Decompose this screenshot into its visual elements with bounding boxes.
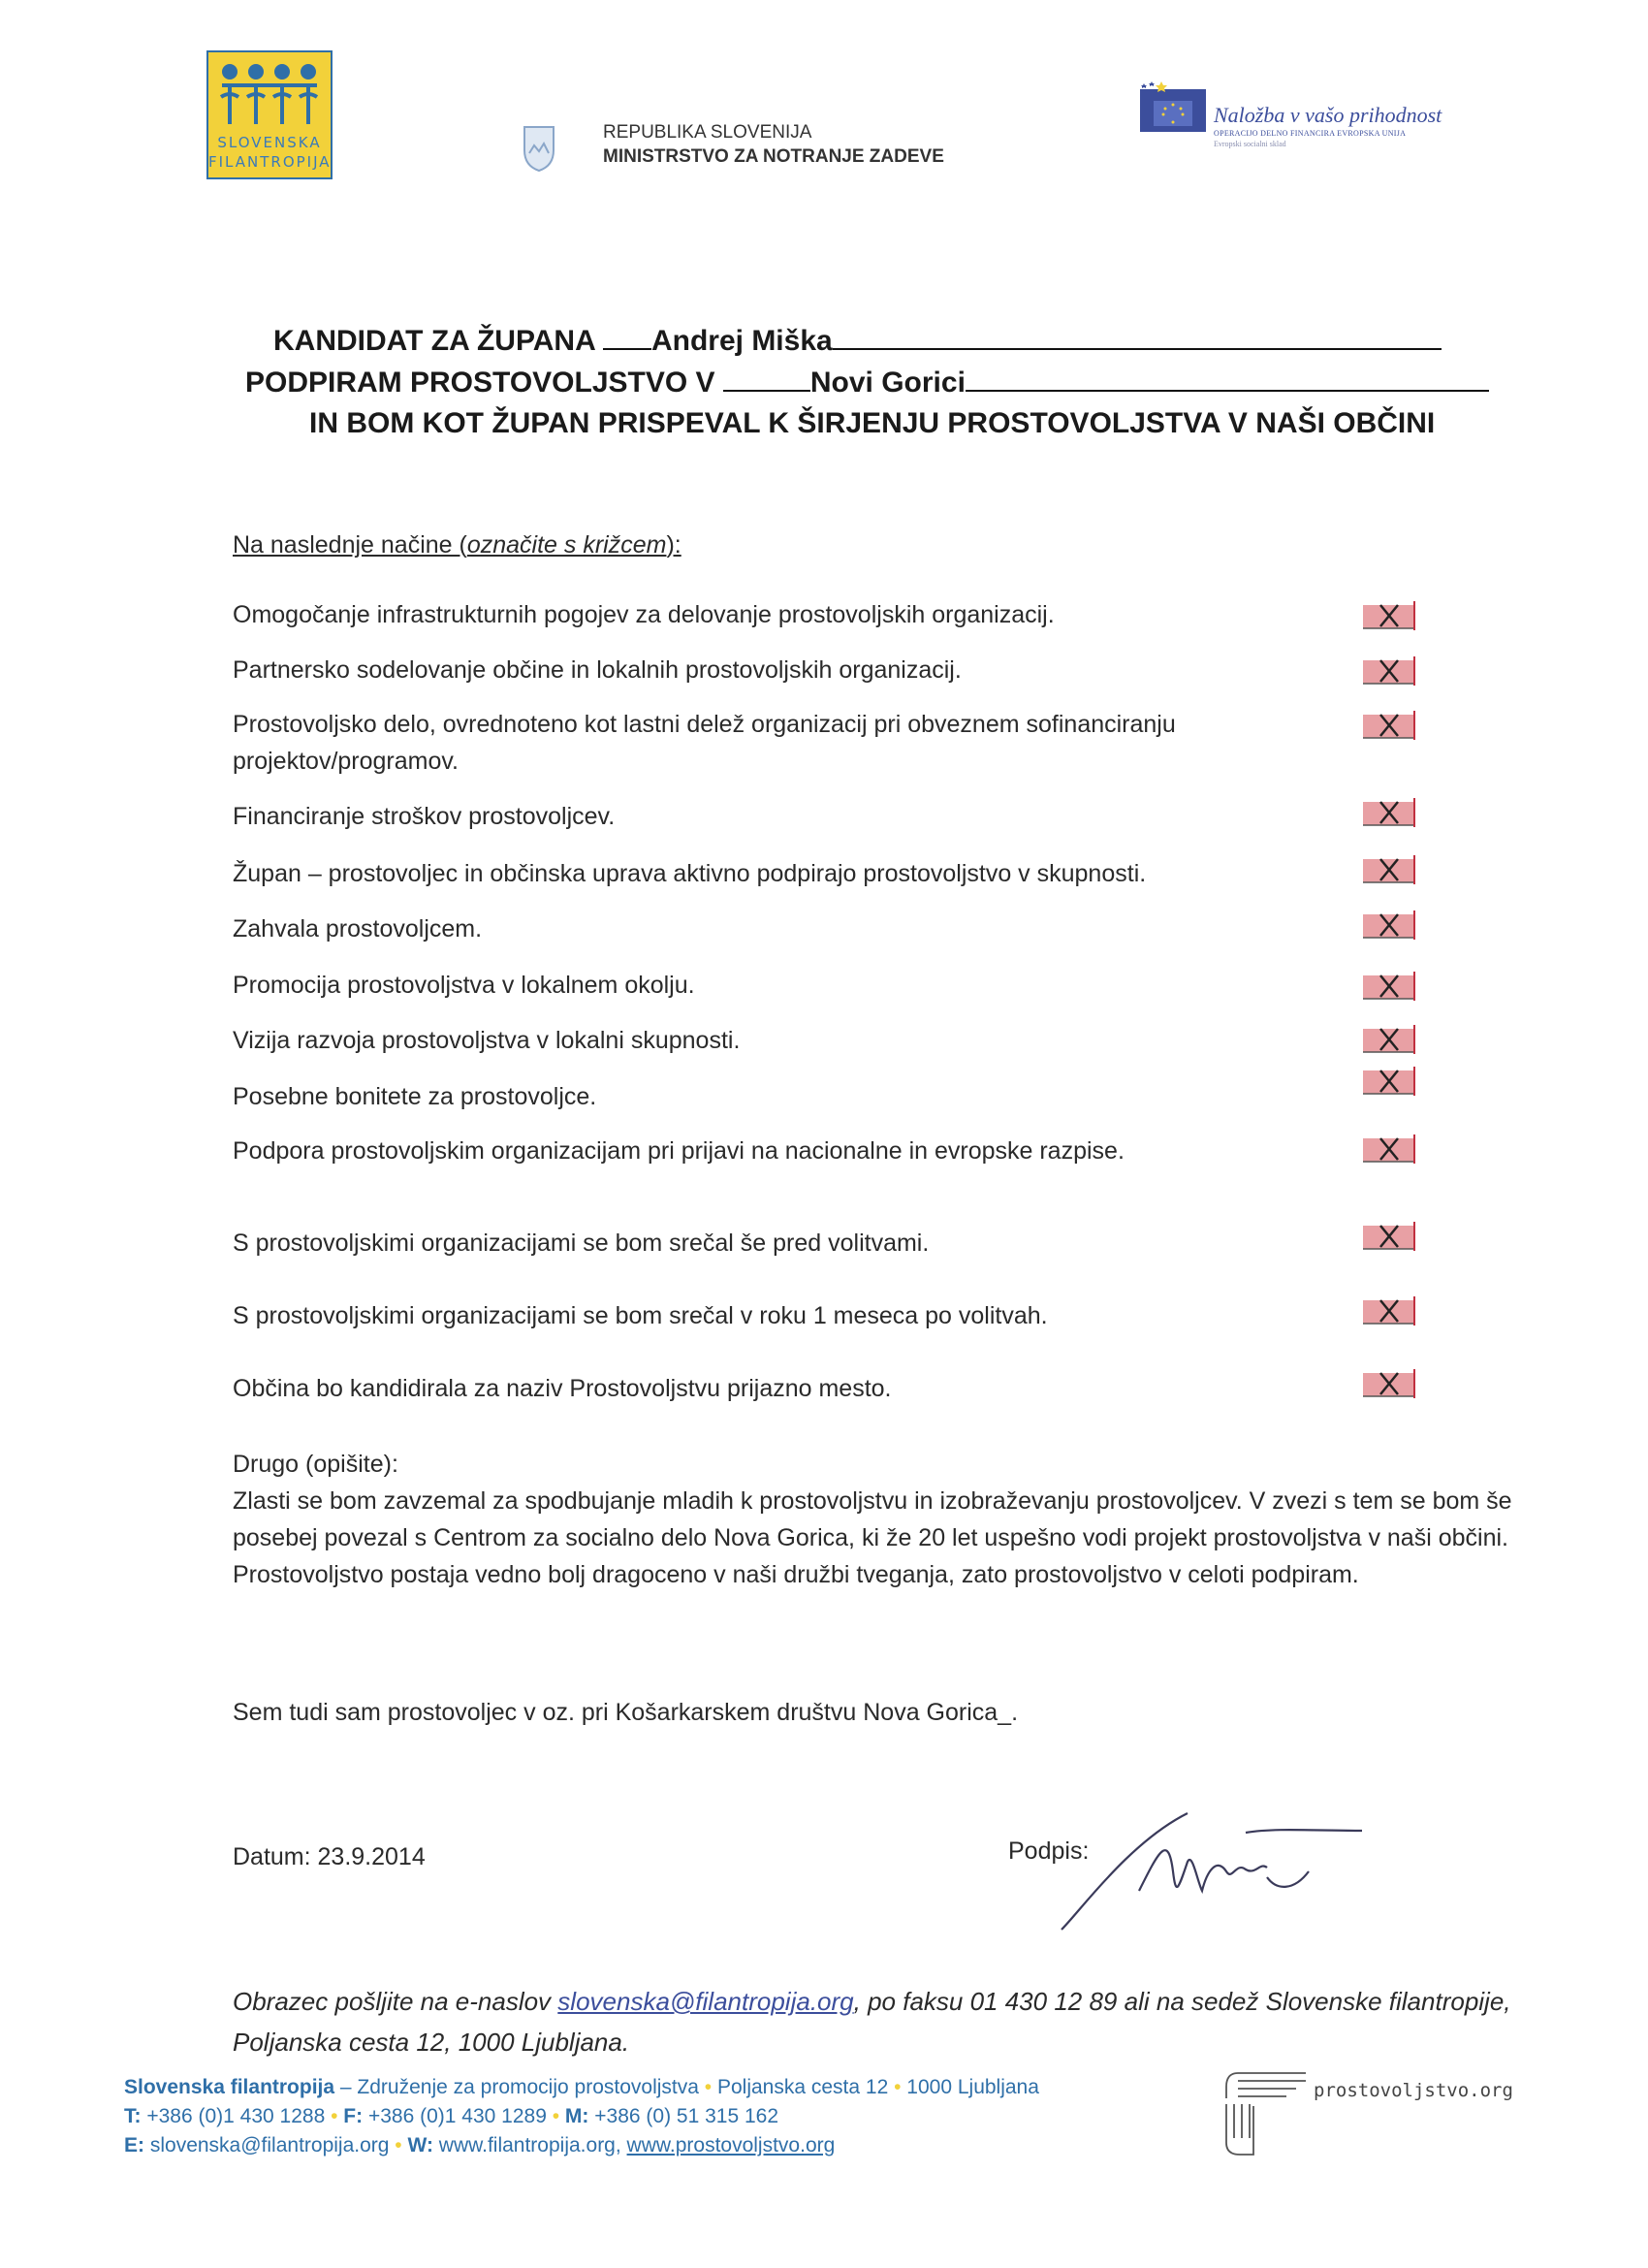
option-text: Partnersko sodelovanje občine in lokalnih prostovoljskih organizacij.: [233, 656, 962, 684]
web-link-2[interactable]: www.prostovoljstvo.org: [626, 2134, 836, 2156]
web-link-1[interactable]: www.filantropija.org,: [438, 2134, 621, 2156]
title-line-2: [245, 365, 1489, 399]
option-text: Zahvala prostovoljcem.: [233, 915, 483, 942]
hands-icon: [1209, 2065, 1315, 2157]
ministry-line-1: REPUBLIKA SLOVENIJA: [603, 122, 812, 143]
other-label: Drugo (opišite):: [233, 1451, 398, 1478]
checkbox-checked[interactable]: [1363, 798, 1417, 827]
option-text: Omogočanje infrastrukturnih pogojev za delovanje prostovoljskih organizacij.: [233, 601, 1055, 628]
blank-line: [833, 323, 1442, 350]
signature-icon: [1052, 1804, 1372, 1939]
checkbox-checked[interactable]: [1363, 972, 1417, 1001]
title-line-2-prefix: PODPIRAM PROSTOVOLJSTVO V: [245, 367, 723, 399]
checkbox-checked[interactable]: [1363, 656, 1417, 686]
email-link[interactable]: slovenska@filantropija.org: [557, 1987, 854, 2016]
title-line-1: [273, 323, 1442, 358]
title-line-1-prefix: KANDIDAT ZA ŽUPANA: [273, 325, 603, 357]
address-city: 1000 Ljubljana: [906, 2076, 1039, 2098]
municipality-name: Novi Gorici: [809, 367, 966, 399]
fax-value: +386 (0)1 430 1289: [367, 2105, 547, 2127]
option-text: Posebne bonitete za prostovoljce.: [233, 1083, 597, 1110]
web-label: W:: [407, 2134, 433, 2156]
org-description: – Združenje za promocijo prostovoljstva: [334, 2076, 699, 2098]
option-text: Promocija prostovoljstva v lokalnem okolju.: [233, 972, 695, 999]
option-text: Financiranje stroškov prostovoljcev.: [233, 803, 616, 830]
option-text: Občina bo kandidirala za naziv Prostovoljstvu prijazno mesto.: [233, 1375, 892, 1402]
phone-value: +386 (0)1 430 1288: [146, 2105, 326, 2127]
org-name: Slovenska filantropija: [124, 2076, 335, 2098]
contact-line-3: E: slovenska@filantropija.org • W: www.filantropija.org, www.prostovoljstvo.org: [124, 2134, 836, 2156]
other-section: [233, 1446, 1532, 1593]
eu-line-3: Evropski socialni sklad: [1214, 140, 1286, 148]
volunteer-line: Sem tudi sam prostovoljec v oz. pri Košarkarskem društvu Nova Gorica_.: [233, 1699, 1019, 1726]
send-pre: Obrazec pošljite na e-naslov: [233, 1987, 558, 2016]
checkbox-checked[interactable]: [1363, 1296, 1417, 1326]
contact-line-2: T: +386 (0)1 430 1288 • F: +386 (0)1 430 1289 • M: +386 (0) 51 315 162: [124, 2105, 779, 2127]
title-line-3: IN BOM KOT ŽUPAN PRISPEVAL K ŠIRJENJU PROSTOVOLJSTVA V NAŠI OBČINI: [309, 407, 1436, 439]
send-post: , po faksu 01 430 12 89 ali na sedež Slovenske filantropije, Poljanska cesta 12, 1000 Ljubljana.: [233, 1987, 1511, 2057]
option-text: S prostovoljskimi organizacijami se bom srečal še pred volitvami.: [233, 1230, 930, 1257]
option-text: Vizija razvoja prostovoljstva v lokalni skupnosti.: [233, 1027, 741, 1054]
eu-slogan: Naložba v vašo prihodnost: [1214, 103, 1442, 127]
prostovoljstvo-badge: prostovoljstvo.org: [1314, 2080, 1513, 2101]
mobile-value: +386 (0) 51 315 162: [594, 2105, 779, 2127]
checkbox-checked[interactable]: [1363, 1369, 1417, 1398]
signature-label: Podpis:: [1008, 1837, 1090, 1865]
logo-text-2: FILANTROPIJA: [208, 153, 332, 171]
checkbox-checked[interactable]: [1363, 1067, 1417, 1096]
blank-line: [723, 365, 810, 392]
checkbox-checked[interactable]: [1363, 1025, 1417, 1054]
fax-label: F:: [343, 2105, 364, 2127]
phone-label: T:: [124, 2105, 142, 2127]
eu-flag-icon: [1140, 78, 1208, 132]
checkbox-checked[interactable]: [1363, 1222, 1417, 1251]
email-label: E:: [124, 2134, 144, 2156]
option-text: Župan – prostovoljec in občinska uprava aktivno podpirajo prostovoljstvo v skupnosti.: [233, 860, 1147, 887]
mobile-label: M:: [564, 2105, 589, 2127]
checkbox-checked[interactable]: [1363, 711, 1417, 740]
logo-text-1: SLOVENSKA: [217, 134, 322, 151]
checkbox-checked[interactable]: [1363, 601, 1417, 630]
candidate-name: Andrej Miška: [650, 325, 833, 357]
eu-line-2: OPERACIJO DELNO FINANCIRA EVROPSKA UNIJA: [1214, 129, 1407, 138]
intro-text: [233, 527, 681, 563]
ministry-line-2: MINISTRSTVO ZA NOTRANJE ZADEVE: [603, 146, 944, 167]
intro-close: ):: [666, 531, 681, 559]
email-value[interactable]: slovenska@filantropija.org: [149, 2134, 390, 2156]
intro-prefix: Na naslednje načine (: [233, 531, 467, 559]
other-text: Zlasti se bom zavzemal za spodbujanje mladih k prostovoljstvu in izobraževanju prostovoljcev. V zvezi s tem se bom še posebej povezal s Centrom za socialno delo Nova Gorica, ki že 20 let uspešno vodi projekt prostovoljstva v naši občini. Prostovoljstvo postaja vedno bolj dragoceno v naši družbi tveganja, zato prostovoljstvo v celoti podpiram.: [233, 1487, 1512, 1588]
option-text: Prostovoljsko delo, ovrednoteno kot lastni delež organizacij pri obveznem sofinanciranju projektov/programov.: [233, 711, 1176, 775]
checkbox-checked[interactable]: [1363, 1134, 1417, 1164]
checkbox-checked[interactable]: [1363, 910, 1417, 940]
coat-of-arms-icon: [522, 124, 556, 173]
slovenska-filantropija-logo: [206, 50, 333, 179]
contact-line-1: Slovenska filantropija – Združenje za promocijo prostovoljstva • Poljanska cesta 12 • 1000 Ljubljana: [124, 2076, 1039, 2098]
option-text: S prostovoljskimi organizacijami se bom srečal v roku 1 meseca po volitvah.: [233, 1302, 1048, 1329]
checkbox-checked[interactable]: [1363, 855, 1417, 884]
blank-line: [603, 323, 651, 350]
intro-emphasis: označite s križcem: [466, 531, 667, 559]
send-instructions: [233, 1981, 1512, 2062]
address-street: Poljanska cesta 12: [716, 2076, 889, 2098]
option-text: Podpora prostovoljskim organizacijam pri prijavi na nacionalne in evropske razpise.: [233, 1137, 1125, 1165]
date-field: Datum: 23.9.2014: [233, 1843, 426, 1870]
people-icon: [216, 62, 323, 130]
blank-line: [966, 365, 1489, 392]
